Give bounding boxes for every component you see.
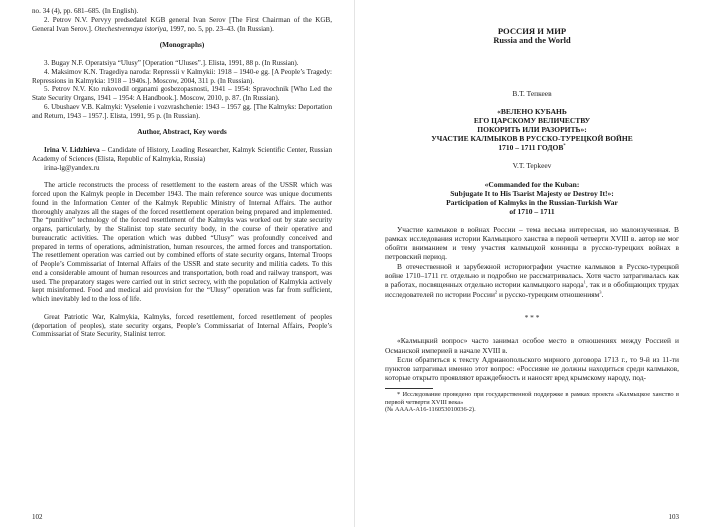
author-ru: В.Т. Тепкеев (512, 89, 552, 98)
footnote-rule (385, 388, 433, 389)
section-title-en: Russia and the World (493, 36, 571, 45)
reference-5: 5. Petrov N.V. Kto rukovodil organami gosbezopasnosti, 1941 – 1954: Spravochnik [Who Led the State Security Organs, 1941 – 1954: A Handbook.]. Moscow, 2010, p. 87. (In Russian). (32, 85, 332, 102)
reference-4: 4. Maksimov K.N. Tragediya naroda: Repressii v Kalmykii: 1918 – 1940-e gg. [A People’s Tragedy: Repressions in Kalmykia: 1918 – 1940s.]. Moscow, 2004, 311 p. (In Russian). (32, 67, 332, 85)
author-heading: Author, Abstract, Key words (137, 127, 227, 137)
journal-title: Otechestvennaya istoriya (94, 24, 167, 33)
page-number-right: 103 (668, 513, 679, 521)
body-paragraph-2: В отечественной и зарубежной историографии участие калмыков в Русско-турецкой войне 1710–1711 гг. отдельно и подробно не рассматривалась. Хотя часто затрагивалась как в работах, посвященных отдельно истории калмыцкого народа$^1$, так и в обобщающих трудах исследователей по истории России$^2$ и русско-турецким отношениям$^3$. (385, 261, 679, 299)
article-title-en: «Commanded for the Kuban: Subjugate It to His Tsarist Majesty or Destroy It!»: Participation of Kalmyks in the Russian-Turkish War of 1710 – 1711 (446, 179, 618, 216)
footnote-text: * Исследование проведено при государственной поддержке в рамках проекта «Калмыцкое ханство в первой четверти XVIII века» (385, 390, 679, 406)
author-info: Irina V. Lidzhieva – Candidate of History, Leading Researcher, Kalmyk Scientific Center, Russian Academy of Sciences (Elista, Republic of Kalmykia, Russia) (32, 146, 332, 163)
reference-2: 2. Petrov N.V. Pervyy predsedatel KGB general Ivan Serov [The First Chairman of the KGB, General Ivan Serov.]. Otechestvennaya istoriya, 1997, no. 5, pp. 23–43. (In Russian). (32, 15, 332, 33)
page-number-left: 102 (32, 513, 43, 521)
article-title-ru: «ВЕЛЕНО КУБАНЬ ЕГО ЦАРСКОМУ ВЕЛИЧЕСТВУ ПОКОРИТЬ ИЛИ РАЗОРИТЬ»: УЧАСТИЕ КАЛМЫКОВ В РУССКО-ТУРЕЦКОЙ ВОЙНЕ 1710 – 1711 ГОДОВ* (431, 107, 633, 153)
body-paragraph-4: Если обратиться к тексту Адрианопольского мирного договора 1713 г., то 9-й из 11-ти пунктов затрагивал именно этот вопрос: «Россияне не должны находиться среди калмыков, которые открыто проявляют враждебность и наносят вред крымскому народу, под- (385, 354, 679, 383)
title-footnote-mark: * (563, 142, 566, 148)
monographs-heading: (Monographs) (159, 40, 205, 50)
left-page (0, 0, 354, 527)
author-name: Irina V. Lidzhieva (44, 146, 100, 154)
author-en: V.T. Tepkeev (512, 161, 552, 171)
section-separator: * * * (524, 312, 540, 322)
body-paragraph-1: Участие калмыков в войнах России – тема весьма интересная, но малоизученная. В рамках исследования истории Калмыцкого ханства в первой четверти XVIII в. автор не мог обойти вниманием и тему участия калмыцкой конницы в русско-турецких войнах в петровский период. (385, 224, 679, 262)
reference-6: 6. Ubushaev V.B. Kalmyki: Vyselenie i vozvrashchenie: 1943 – 1957 gg. [The Kalmyks: Deportation and Return, 1943 – 1957.]. Elista, 1991, 95 p. (In Russian). (32, 102, 332, 120)
reference-3: 3. Bugay N.F. Operatsiya “Ulusy” [Operation “Uluses”.]. Elista, 1991, 88 p. (In Russian). (44, 59, 299, 67)
footnote-ref-2: 2 (494, 289, 498, 295)
keywords: Great Patriotic War, Kalmykia, Kalmyks, forced resettlement, forced resettlement of peoples (deportation of peoples), state security organs, People’s Commissariat of Internal Affairs, People’s Commissariat of State Security, Stalinist terror. (32, 312, 332, 339)
right-page (355, 0, 709, 527)
footnote-ref-1: 1 (583, 279, 586, 285)
reference-1-tail: no. 34 (4), pp. 681–685. (In English). (32, 7, 139, 15)
footnote-project-number: (№ АААА-А16-116053010036-2). (385, 406, 476, 414)
body-paragraph-3: «Калмыцкий вопрос» часто занимал особое место в отношениях между Россией и Османской империей в начале XVIII в. (385, 336, 679, 355)
footnote-ref-3: 3 (599, 289, 602, 295)
author-email: irina-lg@yandex.ru (44, 163, 100, 172)
abstract: The article reconstructs the process of resettlement to the eastern areas of the USSR which was forced upon the Kalmyk people in December 1943. The main reference source was unique documents found in the Information Center of the Kalmyk Republic Ministry of Internal Affairs. The author thoroughly analyzes all the stages of the forced resettlement operation being prepared and implemented. The “punitive” technology of the forced resettlement of the Kalmyks was worked out by state security organs, particularly, by the Stalinist top state security body, in the course of their operative and bureaucratic activities. The operation which was dubbed “Ulusy” was profoundly conceived and prepared in terms of operations, administration, human resources, the armed forces and transportation. The resettlement operation was carried out by combined efforts of state security organs, Internal Troops of People’s Commissariat of Internal Affairs of the USSR and state security and militia cadets. To this end a considerable amount of human resources and transportation, both road and railway transport, was used. The preparatory stages were carried out in strict secrecy, with the population of Kalmykia actively kept misinformed. Food and medical aid provision for the “Ulusy” operation was far from sufficient, which inevitably led to the loss of life. (32, 181, 332, 303)
section-title-ru: РОССИЯ И МИР (497, 26, 567, 36)
